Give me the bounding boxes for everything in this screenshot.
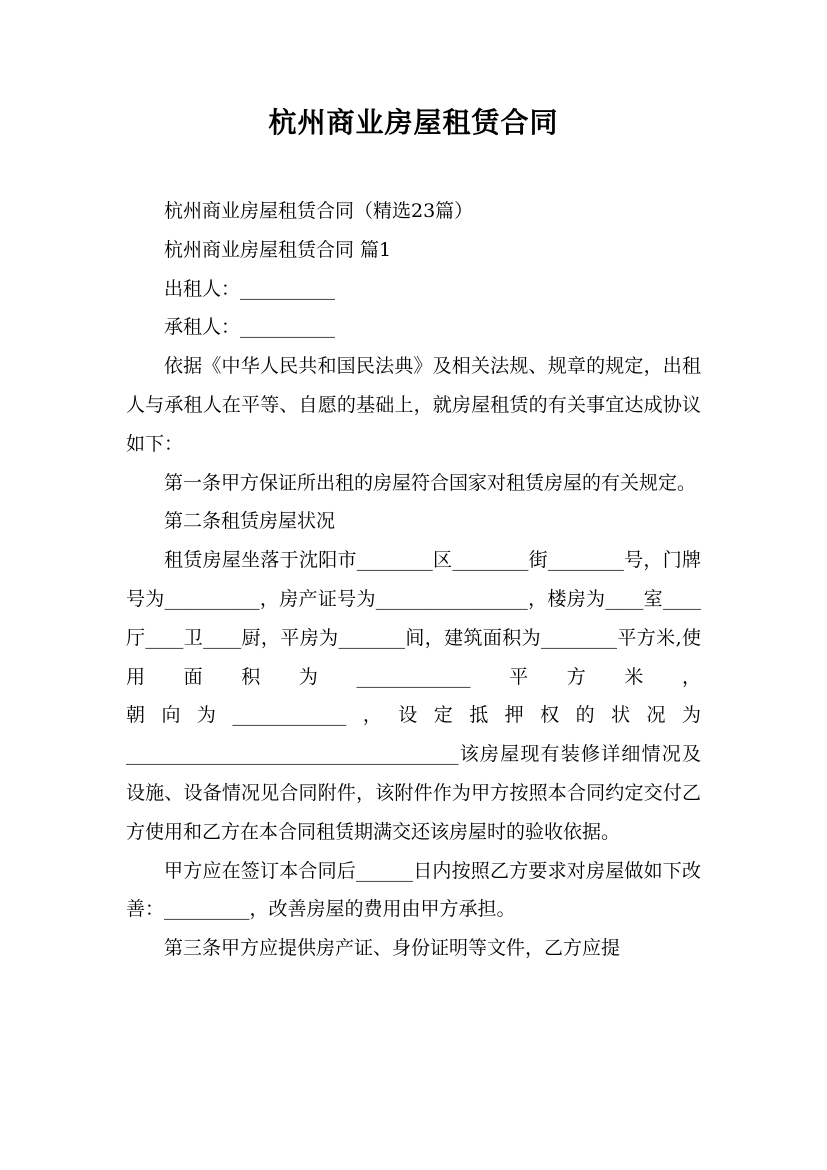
paragraph-lessee: 承租人：__________ bbox=[164, 316, 336, 339]
document-title: 杭州商业房屋租赁合同 bbox=[268, 106, 559, 139]
paragraph-article-2-heading: 第二条租赁房屋状况 bbox=[164, 510, 336, 533]
paragraph-article-1: 第一条甲方保证所出租的房屋符合国家对租赁房屋的有关规定。 bbox=[164, 471, 697, 494]
paragraph-section-heading: 杭州商业房屋租赁合同 篇1 bbox=[164, 238, 392, 261]
paragraph-subtitle: 杭州商业房屋租赁合同（精选23篇） bbox=[164, 200, 474, 222]
paragraph-orientation-mortgage: 朝向为____________，设定抵押权的状况为___________________________________该房屋现有装修详细情况及设施、设备情况见合同附件，该附件作为甲方按照本合同约定交付乙方使用和乙方在本合同租赁期满交还该房屋时的验收依据。 bbox=[126, 704, 701, 843]
paragraph-property-location: 租赁房屋坐落于沈阳市________区________街________号，门牌号为__________，房产证号为________________，楼房为____室____厅____卫____厨，平房为_______间，建筑面积为________平方米,使用面积为____________平方米， bbox=[126, 549, 701, 688]
paragraph-improvements: 甲方应在签订本合同后______日内按照乙方要求对房屋做如下改善：_________，改善房屋的费用由甲方承担。 bbox=[126, 859, 701, 921]
document-body bbox=[126, 192, 701, 968]
paragraph-lessor: 出租人：__________ bbox=[164, 277, 336, 300]
paragraph-article-3: 第三条甲方应提供房产证、身份证明等文件，乙方应提 bbox=[164, 937, 621, 960]
paragraph-preamble: 依据《中华人民共和国民法典》及相关法规、规章的规定，出租人与承租人在平等、自愿的基础上，就房屋租赁的有关事宜达成协议如下： bbox=[126, 355, 701, 455]
